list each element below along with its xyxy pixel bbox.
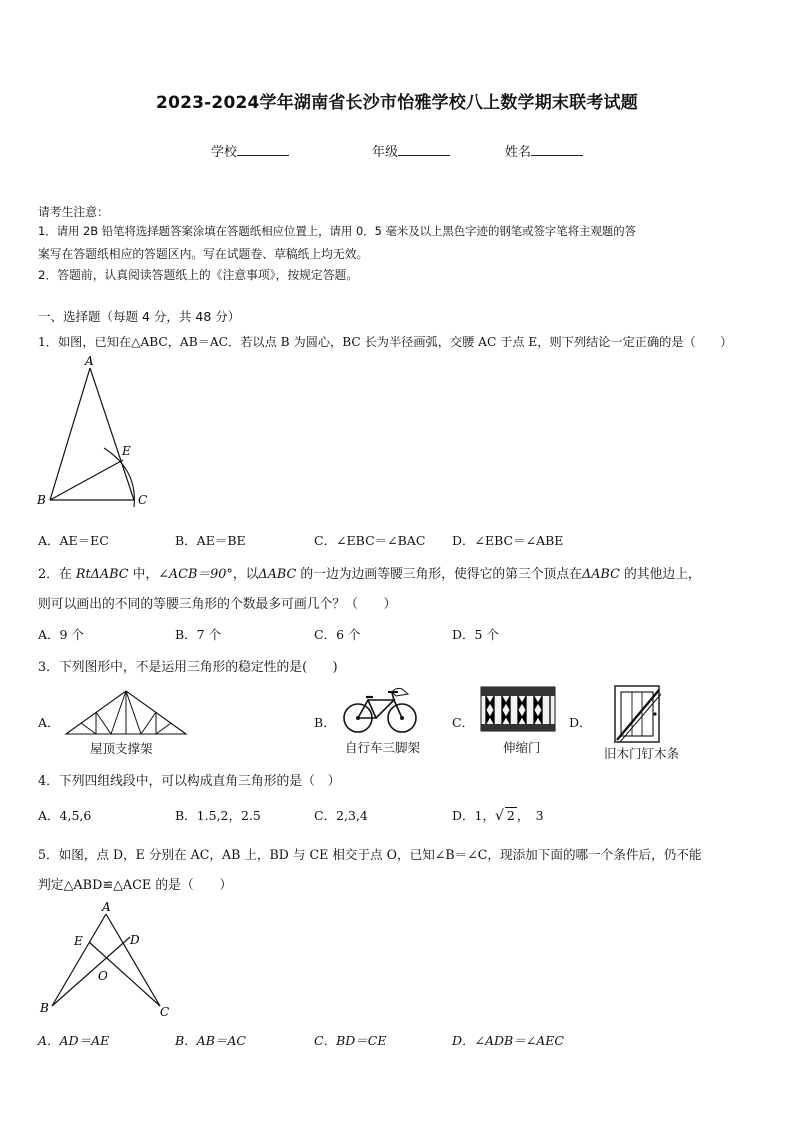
q5-label-e: E [74, 934, 83, 948]
q2-text-f: ΔABC [258, 567, 297, 582]
q3-old-door-figure [612, 684, 662, 744]
q2-text-i: 的其他边上， [619, 567, 701, 582]
grade-field [372, 141, 450, 160]
name-blank [531, 143, 583, 156]
q5-label-o: O [98, 969, 108, 983]
q5-label-a: A [102, 900, 111, 914]
q5-label-b: B [40, 1001, 49, 1015]
q4-option-d-prefix: D．1， [452, 808, 495, 823]
q1-triangle-figure [30, 352, 160, 512]
q5-triangle-figure [36, 898, 176, 1022]
q5-option-c[interactable]: C．BD＝CE [314, 1033, 387, 1048]
q3-caption-c: 伸缩门 [503, 740, 541, 755]
school-label: 学校 [211, 145, 238, 160]
q3-folding-gate-figure [480, 686, 556, 732]
q3-option-c-letter[interactable]: C． [452, 715, 475, 730]
q2-option-b[interactable]: B．7 个 [175, 627, 222, 642]
section-heading: 一、选择题（每题 4 分，共 48 分） [38, 309, 241, 324]
q1-option-a[interactable]: A．AE＝EC [38, 533, 109, 548]
q4-option-d[interactable] [452, 806, 544, 824]
q3-caption-b: 自行车三脚架 [345, 740, 421, 755]
q3-bicycle-figure [340, 686, 420, 736]
q2-text-a: 2．在 [38, 567, 76, 582]
grade-blank [398, 143, 450, 156]
q5-label-c: C [160, 1005, 170, 1019]
q4-option-b[interactable]: B．1.5,2，2.5 [175, 808, 261, 823]
grade-label: 年级 [372, 145, 399, 160]
q2-text-g: 的一边为边画等腰三角形，使得它的第三个顶点在 [296, 567, 582, 582]
name-label: 姓名 [505, 145, 532, 160]
q1-label-b: B [37, 493, 46, 507]
q2-text-c: 中， [128, 567, 159, 582]
q4-option-d-suffix: ， 3 [516, 808, 544, 823]
q3-stem: 3．下列图形中，不是运用三角形的稳定性的是( ) [38, 660, 338, 675]
q3-option-b-letter[interactable]: B． [314, 715, 336, 730]
q3-option-a-letter[interactable]: A． [38, 715, 60, 730]
q3-option-d-letter[interactable]: D． [569, 715, 592, 730]
q2-text-b: RtΔABC [75, 567, 129, 582]
q2-option-a[interactable]: A．9 个 [38, 627, 84, 642]
page-title: 2023-2024学年湖南省长沙市怡雅学校八上数学期末联考试题 [156, 93, 638, 113]
q3-caption-a: 屋顶支撑架 [90, 741, 153, 756]
q1-stem: 1．如图，已知在△ABC，AB＝AC．若以点 B 为圆心，BC 长为半径画弧，交腰 AC 于点 E，则下列结论一定正确的是（ ） [38, 335, 733, 349]
q1-option-c[interactable]: C．∠EBC＝∠BAC [314, 533, 426, 548]
name-field [505, 141, 583, 160]
school-field [211, 141, 289, 160]
q1-label-c: C [138, 493, 148, 507]
q1-option-d[interactable]: D．∠EBC＝∠ABE [452, 533, 564, 548]
q2-text-e: ，以 [232, 567, 259, 582]
q5-stem-line-2: 判定△ABD≌△ACE 的是（ ） [38, 878, 233, 893]
q2-stem-line-2: 则可以画出的不同的等腰三角形的个数最多可画几个？（ ） [38, 597, 397, 612]
q1-label-a: A [85, 354, 94, 368]
q1-option-b[interactable]: B．AE＝BE [175, 533, 246, 548]
q4-option-a[interactable]: A．4,5,6 [38, 808, 92, 823]
q5-option-d[interactable]: D．∠ADB＝∠AEC [452, 1033, 564, 1048]
notice-line-3: 2．答题前，认真阅读答题纸上的《注意事项》，按规定答题。 [38, 268, 359, 282]
q1-side-ab [50, 368, 90, 500]
q5-stem-line-1: 5．如图，点 D，E 分别在 AC，AB 上，BD 与 CE 相交于点 O，已知∠B＝∠C，现添加下面的哪一个条件后，仍不能 [38, 847, 702, 862]
q2-text-h: ΔABC [581, 567, 620, 582]
notice-line-1: 1．请用 2B 铅笔将选择题答案涂填在答题纸相应位置上，请用 0．5 毫米及以上黑色字迹的钢笔或签字笔将主观题的答 [38, 224, 637, 238]
q4-option-c[interactable]: C．2,3,4 [314, 808, 368, 823]
q2-option-d[interactable]: D．5 个 [452, 627, 499, 642]
q2-text-d: ∠ACB＝90° [158, 567, 233, 582]
notice-heading: 请考生注意： [38, 205, 109, 219]
q5-label-d: D [130, 933, 140, 947]
q1-side-ac [90, 368, 134, 500]
q1-segment-be [50, 460, 123, 500]
q4-stem: 4．下列四组线段中，可以构成直角三角形的是（ ） [38, 774, 341, 789]
q5-option-b[interactable]: B．AB＝AC [175, 1033, 246, 1048]
q1-label-e: E [122, 444, 131, 458]
q5-option-a[interactable]: A．AD＝AE [38, 1033, 110, 1048]
q3-roof-truss-figure [64, 688, 188, 738]
q2-stem-line-1 [38, 563, 701, 582]
q3-caption-d: 旧木门钉木条 [604, 746, 680, 761]
q4-option-d-radicand: 2 [506, 808, 515, 823]
notice-line-2: 案写在答题纸相应的答题区内。写在试题卷、草稿纸上均无效。 [38, 247, 369, 261]
q2-option-c[interactable]: C．6 个 [314, 627, 361, 642]
sqrt-icon: √ [494, 808, 504, 824]
school-blank [237, 143, 289, 156]
